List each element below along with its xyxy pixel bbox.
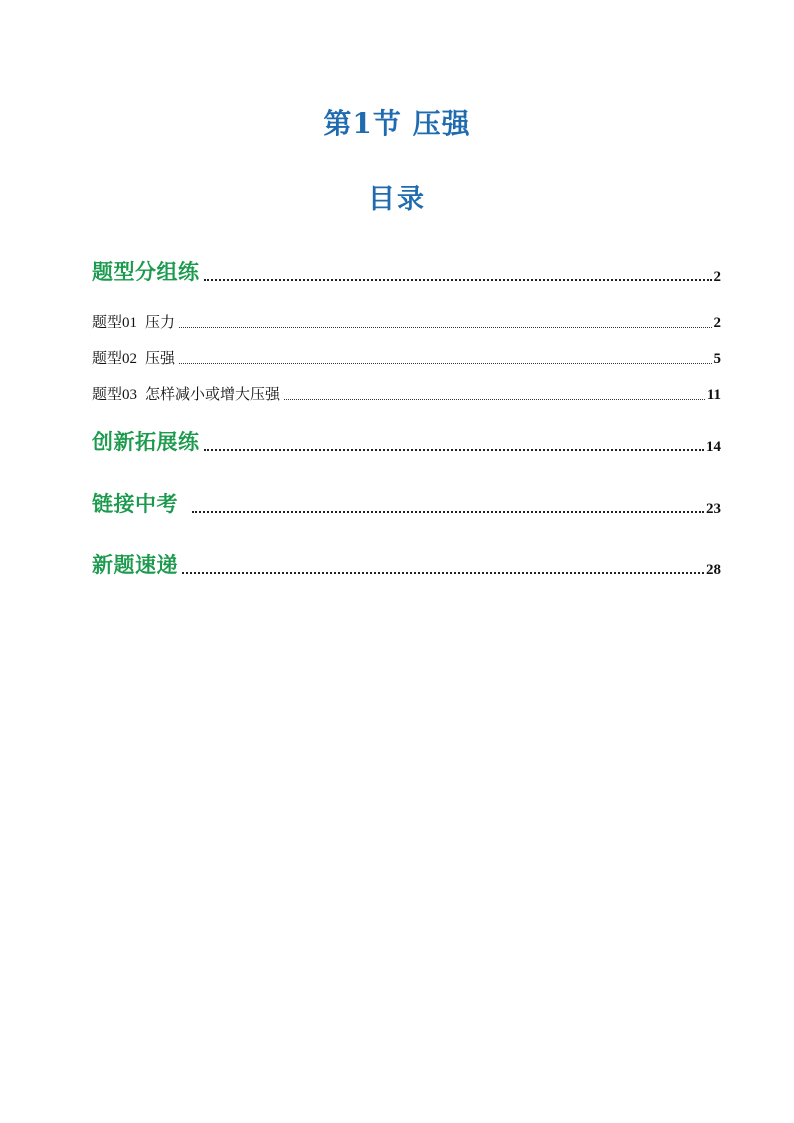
- toc-entry-sub-2[interactable]: [92, 347, 721, 368]
- toc-leader: [192, 511, 704, 513]
- toc-entry-section-2[interactable]: [92, 426, 721, 456]
- toc-sub-prefix: 题型: [92, 349, 123, 367]
- toc-sub-title: 怎样减小或增大压强: [145, 385, 281, 403]
- toc-page-number: 2: [713, 269, 721, 285]
- toc-leader: [284, 399, 705, 400]
- toc-section-label: 链接中考: [92, 492, 178, 516]
- toc-page-number: 11: [706, 387, 721, 403]
- toc-page-number: 28: [706, 562, 721, 578]
- toc-sub-title: 压强: [145, 349, 176, 367]
- title-suffix: 节 压强: [372, 107, 471, 140]
- page-title: [0, 104, 794, 144]
- toc-page-number: 14: [706, 439, 721, 455]
- toc-page-number: 5: [713, 351, 721, 367]
- toc-leader: [182, 572, 704, 574]
- toc-leader: [204, 449, 705, 451]
- toc-entry-sub-3[interactable]: [92, 383, 721, 404]
- toc-heading: 目录: [368, 184, 426, 215]
- toc-section-label: 新题速递: [92, 553, 178, 577]
- toc-sub-prefix: 题型: [92, 313, 123, 331]
- toc-section-label: 创新拓展练: [92, 430, 200, 454]
- toc-sub-label: [92, 347, 175, 368]
- toc-page-number: 23: [706, 501, 721, 517]
- toc-entry-section-1[interactable]: [92, 256, 721, 286]
- title-prefix: 第: [323, 107, 353, 140]
- toc-leader: [179, 327, 711, 328]
- toc-entry-sub-1[interactable]: [92, 311, 721, 332]
- toc-sub-label: [92, 311, 175, 332]
- toc-page-number: 2: [713, 315, 721, 331]
- toc-sub-code: 02: [122, 351, 138, 367]
- toc-sub-label: [92, 383, 280, 404]
- toc-sub-title: 压力: [145, 313, 176, 331]
- toc-entry-section-3[interactable]: [92, 488, 721, 518]
- title-number: 1: [352, 107, 373, 140]
- toc-leader: [179, 363, 711, 364]
- toc-entry-section-4[interactable]: [92, 549, 721, 579]
- toc-section-label: 题型分组练: [92, 260, 200, 284]
- toc-sub-prefix: 题型: [92, 385, 123, 403]
- toc-leader: [204, 279, 712, 281]
- toc-sub-code: 03: [122, 387, 138, 403]
- toc-sub-code: 01: [122, 315, 138, 331]
